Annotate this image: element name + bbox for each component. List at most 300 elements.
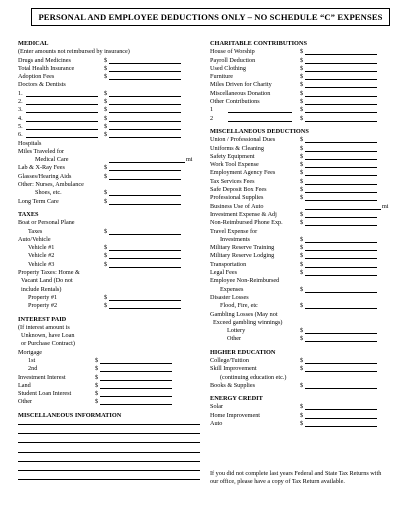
row-label: Mortgage [18,348,43,356]
section-heading [18,211,200,219]
form-row [18,173,200,181]
form-row [18,189,200,197]
dollar-sign: $ [300,169,304,177]
row-label: Work Tool Expense [210,161,259,169]
form-row [210,294,392,302]
form-row [210,115,392,123]
form-row [210,161,392,169]
form-row [18,181,200,189]
form-row [210,57,392,65]
row-label: 1. [18,89,23,97]
amount-field[interactable] [100,382,172,389]
amount-field[interactable] [109,90,181,97]
section-title: HIGHER EDUCATION [210,348,276,356]
form-row [210,98,392,106]
dollar-sign: $ [300,365,304,373]
row-label: (continuing education etc.) [220,373,287,381]
amount-field[interactable] [305,236,377,243]
form-row [18,81,200,89]
form-row [210,412,392,420]
dollar-sign: $ [95,373,99,381]
row-label: Vehicle #3 [28,260,55,268]
amount-field[interactable] [305,286,377,293]
amount-field[interactable] [305,261,377,268]
section-heading [210,395,392,403]
amount-field[interactable] [109,228,181,235]
row-label: Miscellaneous Donation [210,89,271,97]
amount-field[interactable] [305,420,377,427]
amount-field[interactable] [305,136,377,143]
misc-info-line[interactable] [18,461,200,462]
row-label: (If interest amount is [18,323,70,331]
form-row [18,252,200,260]
row-label: Flood, Fire, etc [220,302,258,310]
row-label: 3. [18,106,23,114]
form-row [210,90,392,98]
dollar-sign: $ [300,244,304,252]
section-title: MISCELLANEOUS DEDUCTIONS [210,127,309,135]
row-label: Investment Interest [18,373,66,381]
amount-field[interactable] [109,106,181,113]
dollar-sign: $ [95,381,99,389]
section-heading [18,412,200,420]
row-label: (Enter amounts not reimbursed by insurance) [18,48,130,56]
form-row [18,261,200,269]
row-label: Unknown, have Loan [21,332,75,340]
row-label: College/Tuition [210,356,249,364]
amount-field[interactable] [305,244,377,251]
label-blank-line[interactable] [228,106,292,113]
row-label: Exceed gambling winnings) [213,318,283,326]
section-title: ENERGY CREDIT [210,395,263,403]
label-blank-line[interactable] [26,98,98,105]
row-label: Property #2 [28,302,58,310]
dollar-sign: $ [300,210,304,218]
dollar-sign: $ [104,114,108,122]
form-row [210,186,392,194]
dollar-sign: $ [104,73,108,81]
form-row [18,198,200,206]
unit-label: mi [382,202,389,210]
form-row [210,153,392,161]
row-label: Non-Reimbursed Phone Exp. [210,219,283,227]
row-label: Solar [210,403,224,411]
row-label: Safety Equipment [210,152,255,160]
form-row [210,327,392,335]
row-label: Vacant Land (Do not [21,277,73,285]
dollar-sign: $ [300,136,304,144]
amount-field[interactable] [305,269,377,276]
dollar-sign: $ [300,73,304,81]
dollar-sign: $ [300,302,304,310]
form-row [18,131,200,139]
dollar-sign: $ [300,285,304,293]
amount-field[interactable] [305,357,377,364]
amount-field[interactable] [305,106,377,113]
row-label: 1 [210,106,214,114]
dollar-sign: $ [300,114,304,122]
amount-field[interactable] [109,252,181,259]
form-row [210,244,392,252]
amount-field[interactable] [305,178,377,185]
amount-field[interactable] [305,302,377,309]
amount-field[interactable] [305,65,377,72]
form-row [210,374,392,382]
form-row [18,294,200,302]
amount-field[interactable] [305,219,377,226]
dollar-sign: $ [104,98,108,106]
amount-field[interactable] [109,65,181,72]
amount-field[interactable] [305,153,377,160]
row-label: House of Worship [210,48,255,56]
row-label: Boat or Personal Plane [18,219,75,227]
section-heading [18,40,200,48]
amount-field[interactable] [305,161,377,168]
form-row [18,98,200,106]
row-label: 2. [18,98,23,106]
form-title: PERSONAL AND EMPLOYEE DEDUCTIONS ONLY – NO SCHEDULE “C” EXPENSES [31,8,390,26]
misc-info-line[interactable] [18,452,200,453]
form-row [18,286,200,294]
dollar-sign: $ [104,293,108,301]
form-row [210,194,392,202]
amount-field[interactable] [100,374,172,381]
dollar-sign: $ [104,122,108,130]
row-label: Miles Traveled for [18,147,65,155]
amount-field[interactable] [305,403,377,410]
form-row [210,136,392,144]
row-label: Used Clothing [210,64,246,72]
amount-field[interactable] [305,48,377,55]
dollar-sign: $ [104,302,108,310]
amount-field[interactable] [305,98,377,105]
dollar-sign: $ [300,56,304,64]
form-row [18,57,200,65]
amount-field[interactable] [109,115,181,122]
form-row [18,398,200,406]
amount-field[interactable] [109,244,181,251]
amount-field[interactable] [109,302,181,309]
form-row [18,106,200,114]
form-row [210,178,392,186]
label-blank-line[interactable] [26,123,98,130]
row-label: Total Health Insurance [18,64,75,72]
form-row [210,228,392,236]
dollar-sign: $ [300,381,304,389]
amount-field[interactable] [100,365,172,372]
form-row [210,65,392,73]
dollar-sign: $ [95,398,99,406]
form-row [210,145,392,153]
label-blank-line[interactable] [26,131,98,138]
amount-field[interactable] [305,327,377,334]
amount-field[interactable] [109,173,181,180]
dollar-sign: $ [300,81,304,89]
dollar-sign: $ [104,131,108,139]
form-row [18,115,200,123]
row-label: Lab & X-Ray Fees [18,164,65,172]
dollar-sign: $ [104,64,108,72]
dollar-sign: $ [300,260,304,268]
row-label: Employment Agency Fees [210,169,276,177]
form-row [210,236,392,244]
form-row [210,261,392,269]
misc-info-line[interactable] [18,479,200,480]
row-label: Investments [220,235,250,243]
dollar-sign: $ [300,219,304,227]
section-title: TAXES [18,210,39,218]
section-title: MISCELLANEOUS INFORMATION [18,411,122,419]
form-row [210,73,392,81]
dollar-sign: $ [300,335,304,343]
form-row [210,219,392,227]
footer-note: If you did not complete last years Federal and State Tax Returns with our office, please have a copy of Tax Return available. [210,470,382,486]
row-label: Military Reserve Lodging [210,252,275,260]
dollar-sign: $ [104,89,108,97]
row-label: Auto/Vehicle [18,235,51,243]
form-row [18,244,200,252]
row-label: Medical Care [35,156,69,164]
row-label: Employee Non-Reimbursed [210,277,280,285]
form-row [18,156,200,164]
row-label: Expenses [220,285,244,293]
dollar-sign: $ [95,390,99,398]
dollar-sign: $ [300,64,304,72]
dollar-sign: $ [104,260,108,268]
amount-field[interactable] [305,382,377,389]
form-row [210,106,392,114]
dollar-sign: $ [300,152,304,160]
row-label: Doctors & Dentists [18,81,66,89]
form-row [210,311,392,319]
form-row [210,211,392,219]
miles-field[interactable] [109,156,185,163]
section-heading [18,316,200,324]
form-row [210,81,392,89]
dollar-sign: $ [300,48,304,56]
dollar-sign: $ [300,177,304,185]
row-label: Military Reserve Training [210,244,275,252]
dollar-sign: $ [300,403,304,411]
misc-info-line[interactable] [18,424,200,425]
dollar-sign: $ [95,356,99,364]
miles-field[interactable] [305,203,381,210]
dollar-sign: $ [300,89,304,97]
left-column [18,40,200,420]
amount-field[interactable] [100,398,172,405]
label-blank-line[interactable] [26,115,98,122]
label-blank-line[interactable] [26,90,98,97]
row-label: Long Term Care [18,197,59,205]
amount-field[interactable] [109,131,181,138]
form-row [18,382,200,390]
dollar-sign: $ [300,194,304,202]
dollar-sign: $ [300,161,304,169]
row-label: Furniture [210,73,234,81]
amount-field[interactable] [305,169,377,176]
row-label: Land [18,381,31,389]
form-row [210,286,392,294]
label-blank-line[interactable] [228,115,292,122]
row-label: Other [227,335,242,343]
dollar-sign: $ [104,56,108,64]
misc-info-line[interactable] [18,433,200,434]
section-heading [210,349,392,357]
dollar-sign: $ [300,144,304,152]
amount-field[interactable] [305,335,377,342]
dollar-sign: $ [104,252,108,260]
amount-field[interactable] [305,73,377,80]
form-row [210,365,392,373]
amount-field[interactable] [109,294,181,301]
section-title: MEDICAL [18,40,49,47]
form-row [18,65,200,73]
row-label: include Rentals) [21,285,62,293]
amount-field[interactable] [109,198,181,205]
form-row [210,403,392,411]
form-row [18,73,200,81]
form-row [18,228,200,236]
form-row [210,335,392,343]
row-label: Gambling Losses (May not [210,310,278,318]
row-label: Other: Nurses, Ambulance [18,181,84,189]
dollar-sign: $ [104,227,108,235]
row-label: Legal Fees [210,269,237,277]
amount-field[interactable] [305,115,377,122]
form-row [210,269,392,277]
row-label: 2nd [28,365,38,373]
row-label: Professional Supplies [210,194,264,202]
row-label: Safe Deposit Box Fees [210,186,267,194]
form-row [18,277,200,285]
amount-field[interactable] [109,57,181,64]
dollar-sign: $ [300,327,304,335]
row-label: Tax Services Fees [210,177,255,185]
dollar-sign: $ [300,106,304,114]
amount-field[interactable] [109,189,181,196]
dollar-sign: $ [104,106,108,114]
dollar-sign: $ [300,186,304,194]
form-row [18,374,200,382]
row-label: Drugs and Medicines [18,56,71,64]
row-label: Union / Professional Dues [210,136,276,144]
row-label: Property Taxes: Home & [18,269,80,277]
section-heading [210,128,392,136]
form-row [210,319,392,327]
amount-field[interactable] [100,390,172,397]
row-label: Shoes, etc. [35,189,62,197]
form-row [18,349,200,357]
form-row [210,169,392,177]
unit-label: mi [186,156,193,164]
row-label: Hospitals [18,139,42,147]
dollar-sign: $ [300,98,304,106]
row-label: Transportation [210,260,247,268]
amount-field[interactable] [305,194,377,201]
row-label: Lottery [227,327,246,335]
section-title: CHARITABLE CONTRIBUTIONS [210,40,307,47]
row-label: 5. [18,122,23,130]
form-row [18,140,200,148]
dollar-sign: $ [104,172,108,180]
dollar-sign: $ [104,244,108,252]
row-label: 4. [18,114,23,122]
dollar-sign: $ [300,420,304,428]
amount-field[interactable] [305,90,377,97]
form-row [18,332,200,340]
row-label: Vehicle #2 [28,252,55,260]
amount-field[interactable] [109,164,181,171]
form-row [210,277,392,285]
row-label: Investment Expense & Adj [210,210,277,218]
row-label: Property #1 [28,293,58,301]
misc-info-line[interactable] [18,442,200,443]
row-label: Home Improvement [210,411,261,419]
amount-field[interactable] [100,357,172,364]
row-label: Miles Driven for Charity [210,81,272,89]
amount-field[interactable] [305,186,377,193]
form-row [18,357,200,365]
amount-field[interactable] [305,211,377,218]
dollar-sign: $ [300,411,304,419]
form-row [18,219,200,227]
form-row [18,236,200,244]
row-label: Taxes [28,227,43,235]
amount-field[interactable] [109,98,181,105]
amount-field[interactable] [305,252,377,259]
right-column [210,40,392,428]
row-label: Adoption Fees [18,73,55,81]
form-row [18,302,200,310]
form-row [18,269,200,277]
section-heading [210,40,392,48]
form-row [18,123,200,131]
form-row [210,420,392,428]
misc-info-line[interactable] [18,470,200,471]
row-label: 1st [28,356,36,364]
row-label: Business Use of Auto [210,202,264,210]
row-label: Student Loan Interest [18,390,72,398]
dollar-sign: $ [95,365,99,373]
form-row [210,252,392,260]
label-blank-line[interactable] [26,106,98,113]
form-row [18,390,200,398]
dollar-sign: $ [104,197,108,205]
row-label: 6. [18,131,23,139]
row-label: Skill Improvement [210,365,257,373]
amount-field[interactable] [109,261,181,268]
form-row [18,48,200,56]
amount-field[interactable] [305,412,377,419]
form-row [18,90,200,98]
form-row [18,340,200,348]
dollar-sign: $ [300,235,304,243]
amount-field[interactable] [305,81,377,88]
row-label: Books & Supplies [210,381,256,389]
amount-field[interactable] [305,57,377,64]
dollar-sign: $ [300,252,304,260]
amount-field[interactable] [109,123,181,130]
amount-field[interactable] [109,73,181,80]
form-row [210,382,392,390]
amount-field[interactable] [305,365,377,372]
form-row [210,48,392,56]
amount-field[interactable] [305,145,377,152]
row-label: Vehicle #1 [28,244,55,252]
row-label: Disaster Losses [210,293,249,301]
form-row [210,357,392,365]
dollar-sign: $ [300,269,304,277]
